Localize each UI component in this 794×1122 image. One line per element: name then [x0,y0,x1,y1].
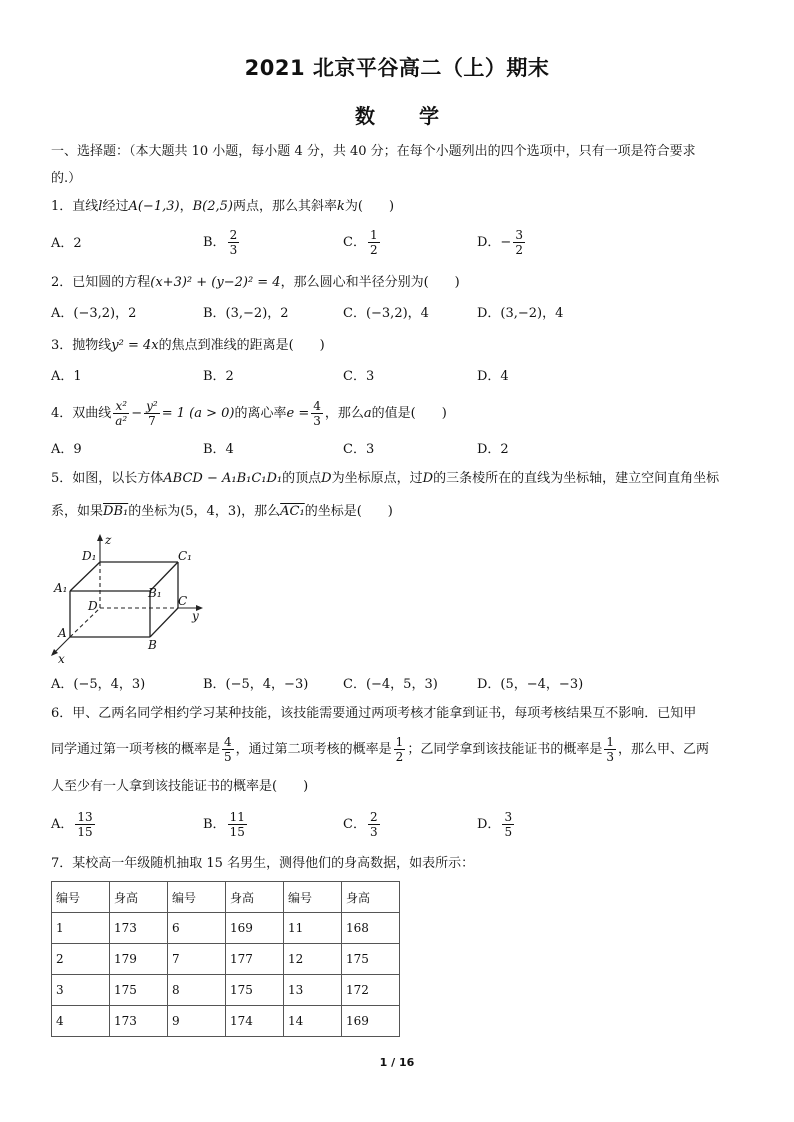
q4-text: 4．双曲线 [51,406,112,421]
table-cell: 身高 [226,882,284,913]
denominator: 3 [229,243,238,257]
denominator: 3 [369,825,378,839]
table-row [52,944,400,975]
q1-text: 两点，那么其斜率 [232,199,337,214]
denominator: 3 [313,414,321,428]
table-row [52,975,400,1006]
question-2-stem [51,274,460,292]
q3-option-b[interactable]: B．2 [203,369,234,384]
fraction [311,399,323,428]
q1-text: ， [179,199,193,214]
table-cell: 174 [226,1006,284,1037]
numerator: y² [146,399,158,413]
q1-option-a[interactable]: A．2 [51,236,82,251]
label-d1: D₁ [82,549,97,563]
q1-point-b: B(2,5) [192,199,233,214]
fraction [513,228,525,257]
numerator: 3 [504,810,513,824]
question-5-line2 [51,503,393,521]
table-cell: 1 [52,913,110,944]
label-c1: C₁ [178,549,192,563]
q2-text: 2．已知圆的方程 [51,275,151,290]
q5-var-d: D [422,471,434,486]
fraction [368,810,380,839]
subject-char-1: 数 [355,104,375,128]
q2-option-c[interactable]: C．(−3,2)，4 [343,306,429,321]
label-z: z [105,533,112,547]
label-b1: B₁ [148,586,162,600]
q5-text: 的坐标是( ) [304,504,393,519]
q4-option-b[interactable]: B．4 [203,442,234,457]
edge-bc [150,608,178,637]
q4-var-a: a [363,406,372,421]
option-label: B． [203,235,226,250]
table-cell: 9 [168,1006,226,1037]
option-label: C． [343,235,366,250]
q1-text: 经过 [102,199,129,214]
table-row [52,913,400,944]
table-cell: 编号 [284,882,342,913]
numerator: 1 [369,228,378,242]
q1-option-d[interactable] [477,228,527,257]
q3-text: 的焦点到准线的距离是( ) [158,338,325,353]
table-cell: 173 [110,913,168,944]
question-6-line2 [51,733,709,767]
denominator: 15 [77,825,93,839]
q6-text: ，通过第二项考核的概率是 [235,742,392,757]
question-4-stem [51,397,447,431]
q4-option-c[interactable]: C．3 [343,442,375,457]
table-cell: 4 [52,1006,110,1037]
height-table-body [52,882,400,1037]
fraction [113,399,129,428]
q1-var-l: l [98,199,103,214]
table-cell: 169 [342,1006,400,1037]
fraction [604,735,616,764]
table-cell: 175 [110,975,168,1006]
q2-option-a[interactable]: A．(−3,2)，2 [51,306,137,321]
denominator: 3 [606,750,614,764]
option-label: A． [51,817,74,832]
numerator: 11 [229,810,245,824]
q6-option-a[interactable] [51,810,97,839]
fraction [75,810,94,839]
table-cell: 168 [342,913,400,944]
numerator: 2 [229,228,238,242]
label-x: x [58,652,65,666]
q3-text: 3．抛物线 [51,338,112,353]
denominator: 2 [515,243,523,257]
table-cell: 3 [52,975,110,1006]
table-cell: 14 [284,1006,342,1037]
q2-option-d[interactable]: D．(3,−2)，4 [477,306,564,321]
q5-text: 5．如图，以长方体 [51,471,164,486]
numerator: 4 [313,399,321,413]
option-label: C． [343,817,366,832]
numerator: 2 [369,810,378,824]
table-cell: 169 [226,913,284,944]
q5-option-a[interactable]: A．(−5，4，3) [51,677,146,692]
q4-option-a[interactable]: A．9 [51,442,82,457]
label-a1: A₁ [54,581,68,595]
q5-text: 系，如果 [51,504,104,519]
q4-minus: − [131,406,143,421]
table-cell: 8 [168,975,226,1006]
section-intro-line1: 一、选择题：（本大题共 10 小题，每小题 4 分，共 40 分；在每个小题列出的四个选项中，只有一项是符合要求 [51,144,696,159]
q3-option-a[interactable]: A．1 [51,369,82,384]
q1-option-c[interactable] [343,228,382,257]
q4-text: 的离心率 [234,406,287,421]
q4-e: e = [286,406,310,421]
table-row [52,1006,400,1037]
cuboid-figure [50,532,220,672]
table-cell: 11 [284,913,342,944]
table-header-row [52,882,400,913]
fraction [222,735,234,764]
table-cell: 身高 [110,882,168,913]
numerator: 3 [515,228,523,242]
subject-char-2: 学 [419,104,439,128]
edge-a1d1 [70,562,100,591]
option-label: D． [477,817,501,832]
numerator: 1 [606,735,614,749]
fraction [368,228,380,257]
q5-text: 的顶点 [282,471,322,486]
fraction [228,228,240,257]
label-c: C [178,594,188,608]
q1-var-k: k [336,199,345,214]
q5-var-d: D [321,471,332,486]
numerator: 4 [224,735,232,749]
fraction [394,735,406,764]
q2-option-b[interactable]: B．(3,−2)，2 [203,306,289,321]
q3-option-c[interactable]: C．3 [343,369,375,384]
denominator: 7 [148,414,156,428]
q5-text: 为坐标原点，过 [331,471,423,486]
page-number: 1 / 16 [379,1056,415,1069]
fraction [144,399,160,428]
q3-equation: y² = 4x [111,338,159,353]
table-cell: 13 [284,975,342,1006]
q5-option-d[interactable]: D．(5，−4，−3) [477,677,584,692]
q5-vector-db1: DB₁ [103,504,129,519]
q5-option-b[interactable]: B．(−5，4，−3) [203,677,309,692]
label-a: A [58,626,67,640]
numerator: x² [113,399,129,414]
table-cell: 编号 [168,882,226,913]
question-7-stem: 7．某校高一年级随机抽取 15 名男生，测得他们的身高数据，如表所示： [51,856,475,871]
denominator: 15 [229,825,245,839]
page-title: 2021 北京平谷高二（上）期末 [244,56,550,80]
denominator: 2 [395,750,404,764]
q6-text: 同学通过第一项考核的概率是 [51,742,221,757]
section-intro-line2: 的.） [51,171,82,186]
q1-point-a: A(−1,3) [128,199,180,214]
q1-text: 1．直线 [51,199,99,214]
option-label: B． [203,817,226,832]
table-cell: 173 [110,1006,168,1037]
table-cell: 179 [110,944,168,975]
denominator: 2 [369,243,378,257]
option-label: D．− [477,235,512,250]
q6-option-c[interactable] [343,810,382,839]
table-cell: 2 [52,944,110,975]
table-cell: 6 [168,913,226,944]
q1-option-b[interactable] [203,228,241,257]
question-6-line1: 6．甲、乙两名同学相约学习某种技能，该技能需要通过两项考核才能拿到证书，每项考核结果互不影响．已知甲 [51,706,697,721]
height-table [51,881,400,1037]
z-axis-arrow [97,534,103,541]
question-6-line3: 人至少有一人拿到该技能证书的概率是( ) [51,779,309,794]
q4-text: 的值是( ) [371,406,447,421]
q5-box-name: ABCD − A₁B₁C₁D₁ [163,471,283,486]
fraction [502,810,514,839]
q5-option-c[interactable]: C．(−4，5，3) [343,677,438,692]
q4-option-d[interactable]: D．2 [477,442,509,457]
denominator: a² [115,414,128,428]
q2-text: ，那么圆心和半径分别为( ) [280,275,460,290]
q5-text: 的坐标为(5，4，3)，那么 [128,504,281,519]
q6-option-b[interactable] [203,810,249,839]
denominator: 5 [504,825,513,839]
q4-text: ，那么 [324,406,364,421]
fraction [228,810,247,839]
denominator: 5 [224,750,232,764]
q2-equation: (x+3)² + (y−2)² = 4 [150,275,281,290]
q6-text: ；乙同学拿到该技能证书的概率是 [407,742,603,757]
question-3-stem [51,337,325,355]
question-5-line1 [51,470,719,488]
q6-text: ，那么甲、乙两 [617,742,709,757]
table-cell: 175 [342,944,400,975]
q6-option-d[interactable] [477,810,516,839]
q1-text: 为( ) [344,199,395,214]
numerator: 13 [77,810,93,824]
table-cell: 12 [284,944,342,975]
table-cell: 172 [342,975,400,1006]
table-cell: 身高 [342,882,400,913]
q3-option-d[interactable]: D．4 [477,369,509,384]
table-cell: 编号 [52,882,110,913]
table-cell: 7 [168,944,226,975]
q5-vector-ac1: AC₁ [280,504,305,519]
label-b: B [148,638,157,652]
question-1-stem [51,198,394,216]
numerator: 1 [395,735,404,749]
label-y: y [192,609,199,623]
q5-text: 的三条棱所在的直线为坐标轴，建立空间直角坐标 [433,471,720,486]
table-cell: 177 [226,944,284,975]
q4-equation: = 1 (a > 0) [161,406,235,421]
subject-heading [0,100,794,129]
label-d: D [88,599,98,613]
table-cell: 175 [226,975,284,1006]
